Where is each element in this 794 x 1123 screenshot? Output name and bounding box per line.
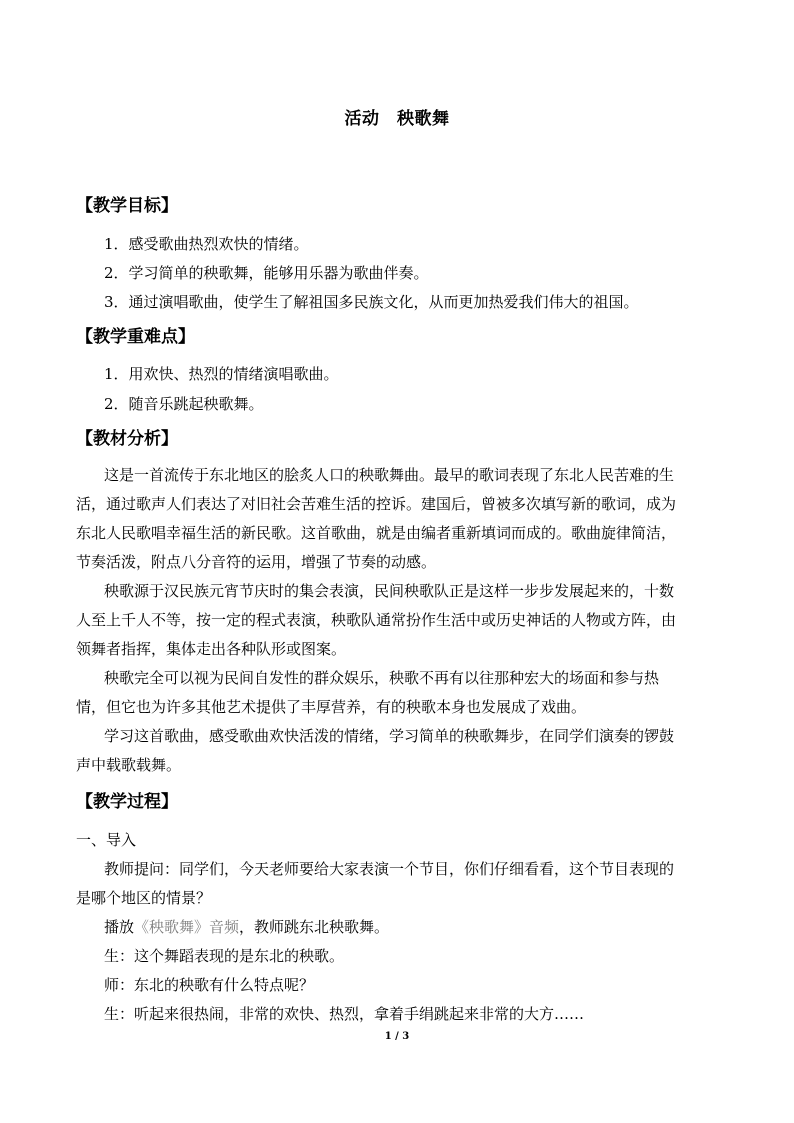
process-subheading: 一、导入 bbox=[76, 831, 137, 849]
heading-goals: 【教学目标】 bbox=[76, 196, 178, 216]
analysis-line-7: 领舞者指挥，集体走出各种队形或图案。 bbox=[76, 640, 347, 658]
analysis-line-9: 情，但它也为许多其他艺术提供了丰厚营养，有的秧歌本身也发展成了戏曲。 bbox=[76, 698, 587, 716]
goal-item-3: 3．通过演唱歌曲，使学生了解祖国多民族文化，从而更加热爱我们伟大的祖国。 bbox=[104, 293, 639, 311]
process-play-line bbox=[104, 916, 389, 937]
analysis-line-11: 声中载歌载舞。 bbox=[76, 756, 182, 774]
difficulty-item-1: 1．用欢快、热烈的情绪演唱歌曲。 bbox=[104, 365, 339, 383]
audio-link[interactable]: 《秧歌舞》音频 bbox=[134, 918, 240, 936]
heading-difficulties: 【教学重难点】 bbox=[76, 327, 195, 347]
dialog-line-2: 师：东北的秧歌有什么特点呢？ bbox=[104, 976, 315, 994]
dialog-line-3: 生：听起来很热闹，非常的欢快、热烈，拿着手绢跳起来非常的大方…… bbox=[104, 1005, 585, 1023]
analysis-line-5: 秧歌源于汉民族元宵节庆时的集会表演，民间秧歌队正是这样一步步发展起来的，十数 bbox=[104, 582, 675, 600]
analysis-line-8: 秧歌完全可以视为民间自发性的群众娱乐，秧歌不再有以往那种宏大的场面和参与热 bbox=[104, 669, 660, 687]
heading-analysis: 【教材分析】 bbox=[76, 429, 178, 449]
goal-item-2: 2．学习简单的秧歌舞，能够用乐器为歌曲伴奏。 bbox=[104, 264, 429, 282]
difficulty-item-2: 2．随音乐跳起秧歌舞。 bbox=[104, 395, 264, 413]
dialog-line-1: 生：这个舞蹈表现的是东北的秧歌。 bbox=[104, 947, 345, 965]
play-prefix: 播放 bbox=[104, 918, 135, 936]
goal-item-1: 1．感受歌曲热烈欢快的情绪。 bbox=[104, 235, 309, 253]
heading-process: 【教学过程】 bbox=[76, 792, 178, 812]
process-line-1: 教师提问：同学们，今天老师要给大家表演一个节目，你们仔细看看，这个节目表现的 bbox=[104, 860, 675, 878]
play-suffix: ，教师跳东北秧歌舞。 bbox=[239, 918, 390, 936]
analysis-line-4: 节奏活泼，附点八分音符的运用，增强了节奏的动感。 bbox=[76, 553, 437, 571]
page-title: 活动 秧歌舞 bbox=[344, 109, 450, 129]
page-number: 1 / 3 bbox=[384, 1031, 410, 1042]
analysis-line-1: 这是一首流传于东北地区的脍炙人口的秧歌舞曲。最早的歌词表现了东北人民苦难的生 bbox=[104, 466, 675, 484]
analysis-line-6: 人至上千人不等，按一定的程式表演，秧歌队通常扮作生活中或历史神话的人物或方阵，由 bbox=[76, 611, 677, 629]
analysis-line-2: 活，通过歌声人们表达了对旧社会苦难生活的控诉。建国后，曾被多次填写新的歌词，成为 bbox=[76, 495, 677, 513]
analysis-line-3: 东北人民歌唱幸福生活的新民歌。这首歌曲，就是由编者重新填词而成的。歌曲旋律简洁， bbox=[76, 524, 677, 542]
process-line-2: 是哪个地区的情景？ bbox=[76, 889, 212, 907]
analysis-line-10: 学习这首歌曲，感受歌曲欢快活泼的情绪，学习简单的秧歌舞步，在同学们演奏的锣鼓 bbox=[104, 727, 675, 745]
